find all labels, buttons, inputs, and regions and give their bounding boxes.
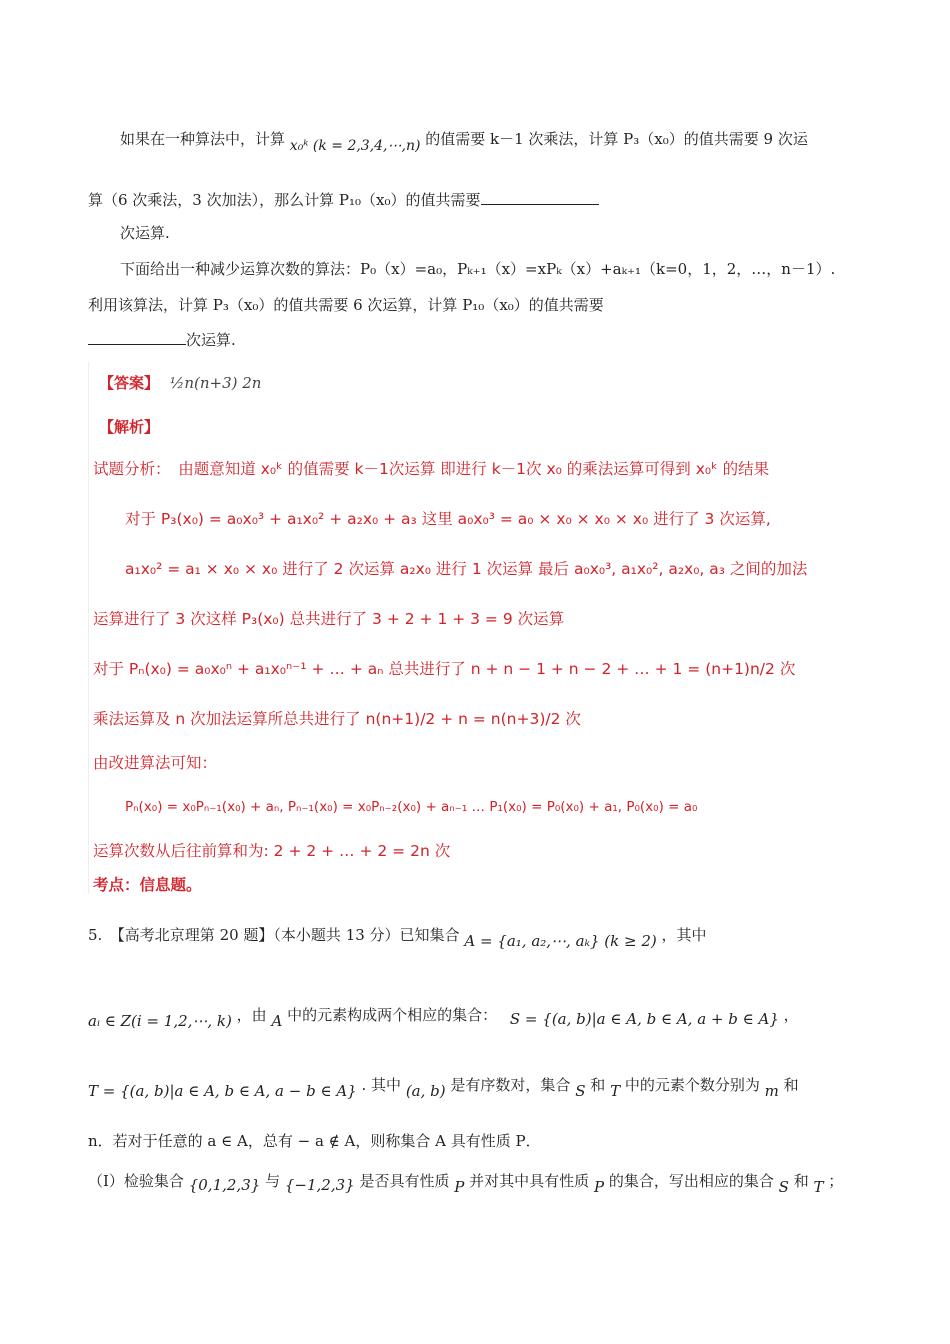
q5-text: 与 [265, 1172, 281, 1190]
symbol-t: T [610, 1082, 621, 1100]
formula-x0k: x₀ᵏ (k = 2,3,4,⋯,n) [289, 138, 421, 154]
q5-text: 中的元素个数分别为 [624, 1076, 760, 1094]
q5-text: 的集合，写出相应的集合 [608, 1172, 774, 1190]
q5-text: n．若对于任意的 a ∈ A，总有 − a ∉ A，则称集合 A 具有性质 P． [88, 1132, 541, 1150]
analysis-line: 由改进算法可知： [93, 754, 218, 772]
formula-set-0123: {0,1,2,3} [188, 1176, 261, 1194]
question-intro-line3 [120, 222, 170, 244]
q5-text: ，其中 [661, 926, 707, 944]
formula-ai: aᵢ ∈ Z(i = 1,2,⋯, k) [88, 1012, 232, 1030]
intro-text: 的值需要 k－1 次乘法，计算 P₃（x₀）的值共需要 9 次运 [425, 130, 808, 148]
symbol-s: S [778, 1178, 789, 1196]
answer-blank-2 [88, 328, 186, 345]
q5-text: 是有序数对，集合 [450, 1076, 571, 1094]
question-intro-line5 [88, 294, 604, 316]
answer-panel [88, 362, 827, 894]
answer-row [99, 372, 261, 394]
q5-text: 并对其中具有性质 [469, 1172, 590, 1190]
q5-line2 [88, 1004, 799, 1030]
symbol-s: S [575, 1082, 586, 1100]
answer-blank-1 [481, 188, 599, 205]
analysis-line: 运算进行了 3 次这样 P₃(x₀) 总共进行了 3 + 2 + 1 + 3 = 9 次运算 [93, 610, 565, 628]
analysis-tag: 【解析】 [99, 418, 160, 436]
algorithm-definition: 下面给出一种减少运算次数的算法：P₀（x）=a₀，Pₖ₊₁（x）=xPₖ（x）+aₖ₊₁（k=0，1，2，…，n－1）. [120, 260, 836, 278]
analysis-line: 对于 P₃(x₀) = a₀x₀³ + a₁x₀² + a₂x₀ + a₃ 这里 a₀x₀³ = a₀ × x₀ × x₀ × x₀ 进行了 3 次运算, [125, 510, 771, 528]
formula-pair: (a, b) [405, 1082, 446, 1100]
q5-line3 [88, 1074, 799, 1100]
q5-text: （I）检验集合 [88, 1172, 184, 1190]
symbol-t: T [813, 1178, 824, 1196]
formula-set-a: A = {a₁, a₂,⋯, aₖ} (k ≥ 2) [464, 932, 657, 950]
question-intro-line1 [120, 128, 808, 154]
q5-text: 和 [783, 1076, 799, 1094]
q5-line4 [88, 1130, 541, 1152]
intro-text: 如果在一种算法中，计算 [120, 130, 286, 148]
analysis-line: Pₙ(x₀) = x₀Pₙ₋₁(x₀) + aₙ, Pₙ₋₁(x₀) = x₀Pₙ₋₂(x₀) + aₙ₋₁ … P₁(x₀) = P₀(x₀) + a₁, P₀(x₀) = a₀ [125, 799, 698, 815]
intro-text: 次运算. [120, 224, 170, 242]
question-intro-line6 [88, 328, 236, 351]
intro-text: 算（6 次乘法，3 次加法），那么计算 P₁₀（x₀）的值共需要 [88, 191, 481, 209]
analysis-line: 运算次数从后往前算和为: 2 + 2 + … + 2 = 2n 次 [93, 842, 451, 860]
analysis-line: a₁x₀² = a₁ × x₀ × x₀ 进行了 2 次运算 a₂x₀ 进行 1 次运算 最后 a₀x₀³, a₁x₀², a₂x₀, a₃ 之间的加法 [125, 560, 808, 578]
q5-line1 [88, 924, 707, 950]
analysis-line: 试题分析： 由题意知道 x₀ᵏ 的值需要 k－1次运算 即进行 k－1次 x₀ 的乘法运算可得到 x₀ᵏ 的结果 [93, 460, 770, 478]
question-intro-line4 [120, 258, 835, 280]
symbol-p: P [454, 1178, 465, 1196]
intro-text: 次运算. [186, 331, 236, 349]
formula-a: A [271, 1012, 283, 1030]
q5-text: 和 [590, 1076, 606, 1094]
q5-text: 中的元素构成两个相应的集合： [287, 1006, 498, 1024]
answer-value: ½n(n+3) 2n [169, 374, 262, 392]
symbol-m: m [764, 1082, 779, 1100]
analysis-line: 乘法运算及 n 次加法运算所总共进行了 n(n+1)/2 + n = n(n+3)/2 次 [93, 710, 581, 728]
formula-set-t: T = {(a, b)|a ∈ A, b ∈ A, a − b ∈ A} [88, 1082, 357, 1100]
intro-text: 利用该算法，计算 P₃（x₀）的值共需要 6 次运算，计算 P₁₀（x₀）的值共需要 [88, 296, 604, 314]
q5-text: ，由 [236, 1006, 267, 1024]
analysis-line: 考点：信息题。 [93, 876, 202, 894]
q5-title: 5. 【高考北京理第 20 题】（本小题共 13 分）已知集合 [88, 926, 460, 944]
analysis-tag-row [99, 416, 159, 438]
q5-text: 和 [793, 1172, 809, 1190]
formula-set-s: S = {(a, b)|a ∈ A, b ∈ A, a + b ∈ A} [509, 1010, 779, 1028]
answer-tag: 【答案】 [99, 374, 160, 392]
symbol-p: P [593, 1178, 605, 1196]
analysis-line: 对于 Pₙ(x₀) = a₀x₀ⁿ + a₁x₀ⁿ⁻¹ + … + aₙ 总共进行了 n + n − 1 + n − 2 + … + 1 = (n+1)n/2 次 [93, 660, 796, 678]
q5-line5 [88, 1170, 844, 1196]
q5-text: 是否具有性质 [359, 1172, 450, 1190]
q5-text: ； [828, 1172, 844, 1190]
q5-text: ， [783, 1006, 799, 1024]
question-intro-line2 [88, 188, 599, 211]
q5-text: . 其中 [361, 1076, 402, 1094]
formula-set-m123: {−1,2,3} [284, 1176, 355, 1194]
